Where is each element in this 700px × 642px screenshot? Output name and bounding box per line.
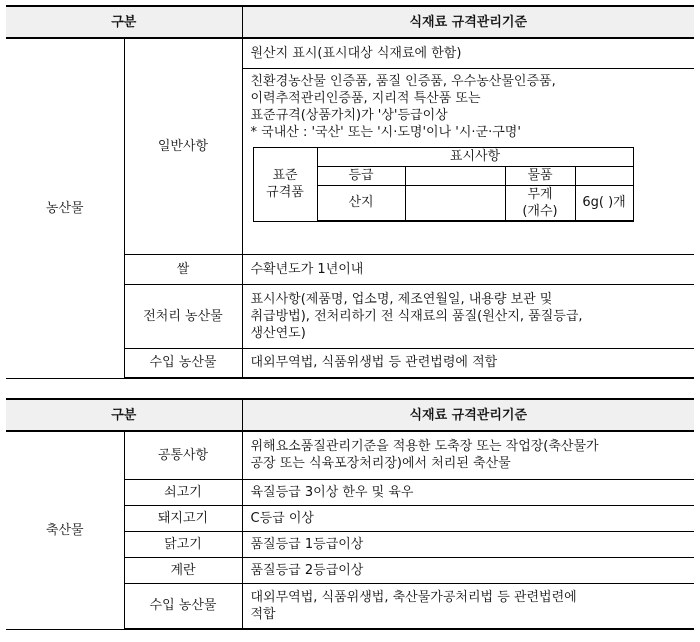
imported-text: 대외무역법, 식품위생법 등 관련법령에 적합: [242, 348, 694, 378]
cert-line: 표준규격(상품가치)가 '상'등급이상: [250, 107, 448, 123]
spec-grade-value: [405, 166, 505, 185]
header-category: 구분: [6, 6, 242, 38]
cert-line: 친환경농산물 인증품, 품질 인증품, 우수농산물인증품,: [250, 73, 556, 89]
standard-spec-table: [253, 147, 634, 223]
rice-text: 수확년도가 1년이내: [242, 254, 694, 284]
imported-livestock-text: 대외무역법, 식품위생법, 축산물가공처리법 등 관련법련에 적합: [242, 583, 694, 629]
header-standard: 식재료 규격관리기준: [242, 399, 694, 431]
table-header-row: [6, 6, 694, 38]
common-text: 위해요소품질관리기준을 적용한 도축장 또는 작업장(축산물가 공장 또는 식육포장처리장)에서 처리된 축산물: [242, 431, 694, 479]
agri-standards-table: [6, 5, 694, 379]
pork-text: C등급 이상: [242, 505, 694, 531]
livestock-standards-table: [6, 398, 694, 630]
row-label-rice: 쌀: [124, 254, 242, 284]
row-label-imported-livestock: 수입 농산물: [124, 583, 242, 629]
spec-origin-value: [405, 185, 505, 221]
spec-weight-label: 무게 (개수): [505, 185, 575, 221]
table-header-row: [6, 399, 694, 431]
row-label-imported: 수입 농산물: [124, 348, 242, 378]
origin-text: 원산지 표시(표시대상 식재료에 한함): [242, 38, 694, 68]
row-label-general: 일반사항: [124, 38, 242, 254]
beef-text: 육질등급 3이상 한우 및 육우: [242, 479, 694, 505]
header-standard: 식재료 규격관리기준: [242, 6, 694, 38]
row-label-pork: 돼지고기: [124, 505, 242, 531]
row-label-chicken: 닭고기: [124, 531, 242, 557]
row-label-beef: 쇠고기: [124, 479, 242, 505]
certification-cell: [242, 68, 694, 254]
chicken-text: 품질등급 1등급이상: [242, 531, 694, 557]
spec-origin-label: 산지: [317, 185, 405, 221]
spec-item-label: 물품: [505, 166, 575, 185]
spec-weight-value: 6g( )개: [575, 185, 633, 221]
spec-side-label: 표준 규격품: [253, 147, 317, 221]
row-label-common: 공통사항: [124, 431, 242, 479]
cert-line: * 국내산 : '국산' 또는 '시·도명'이나 '시·군·구명': [250, 124, 521, 140]
egg-text: 품질등급 2등급이상: [242, 557, 694, 583]
row-label-egg: 계란: [124, 557, 242, 583]
category-agri: 농산물: [6, 38, 124, 378]
row-label-preprocessed: 전처리 농산물: [124, 284, 242, 348]
header-category: 구분: [6, 399, 242, 431]
spec-display-header: 표시사항: [317, 147, 633, 166]
cert-line: 이력추적관리인증품, 지리적 특산품 또는: [250, 90, 481, 106]
spec-grade-label: 등급: [317, 166, 405, 185]
preprocessed-text: 표시사항(제품명, 업소명, 제조연월일, 내용량 보관 및 취급방법), 전처리하기 전 식재료의 품질(원산지, 품질등급, 생산연도): [242, 284, 694, 348]
spec-item-value: [575, 166, 633, 185]
category-livestock: 축산물: [6, 431, 124, 629]
